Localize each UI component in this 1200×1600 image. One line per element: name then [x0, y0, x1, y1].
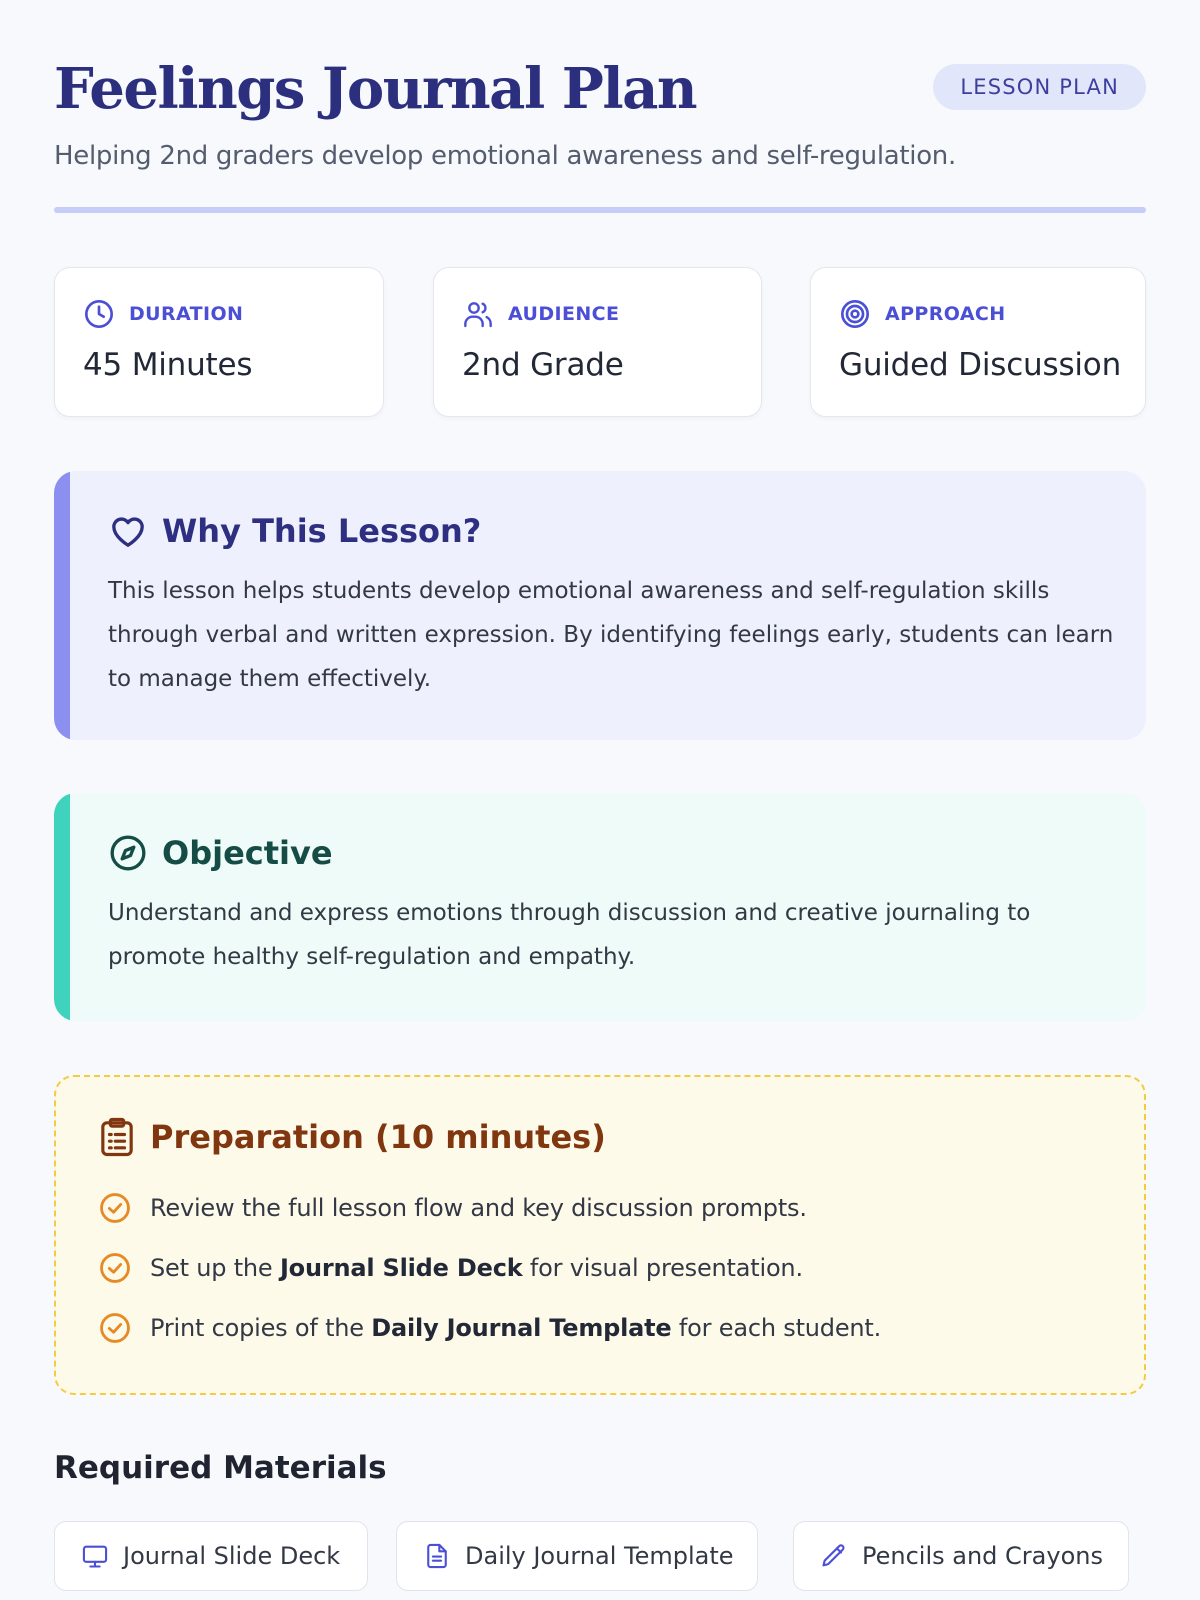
check-circle-icon — [98, 1311, 132, 1345]
objective-body: Understand and express emotions through discussion and creative journaling to promote healthy self-regulation and empathy. — [108, 900, 1031, 970]
compass-icon — [108, 833, 148, 873]
page-subtitle: Helping 2nd graders develop emotional awareness and self-regulation. — [54, 141, 956, 171]
duration-label: DURATION — [129, 303, 244, 325]
audience-label: AUDIENCE — [508, 303, 620, 325]
duration-value: 45 Minutes — [83, 347, 253, 383]
approach-label: APPROACH — [885, 303, 1006, 325]
pencil-icon — [820, 1542, 848, 1570]
materials-title: Required Materials — [54, 1450, 387, 1486]
approach-card — [810, 267, 1146, 417]
audience-value: 2nd Grade — [462, 347, 624, 383]
lesson-plan-badge: LESSON PLAN — [933, 64, 1146, 110]
lesson-plan-page — [54, 0, 1146, 1600]
heart-icon — [108, 511, 148, 551]
material-daily-journal-template — [396, 1521, 758, 1591]
check-circle-icon — [98, 1251, 132, 1285]
audience-card — [433, 267, 762, 417]
prep-item-text: Set up the Journal Slide Deck for visual presentation. — [150, 1254, 803, 1282]
preparation-section — [54, 1075, 1146, 1395]
prep-item — [98, 1251, 803, 1285]
why-lesson-section — [54, 471, 1146, 740]
document-icon — [423, 1542, 451, 1570]
preparation-title: Preparation (10 minutes) — [150, 1118, 606, 1156]
objective-accent-bar — [54, 793, 70, 1021]
target-icon — [839, 298, 871, 330]
approach-value: Guided Discussion — [839, 347, 1122, 383]
page-title: Feelings Journal Plan — [54, 56, 697, 122]
why-title: Why This Lesson? — [162, 512, 482, 550]
prep-item — [98, 1311, 881, 1345]
clock-icon — [83, 298, 115, 330]
prep-item-text: Review the full lesson flow and key discussion prompts. — [150, 1194, 807, 1222]
material-label: Journal Slide Deck — [123, 1542, 341, 1570]
prep-item-text: Print copies of the Daily Journal Template for each student. — [150, 1314, 882, 1342]
material-label: Pencils and Crayons — [862, 1542, 1103, 1570]
objective-section — [54, 793, 1146, 1021]
header-divider — [54, 207, 1146, 213]
clipboard-icon — [98, 1117, 136, 1157]
check-circle-icon — [98, 1191, 132, 1225]
why-body: This lesson helps students develop emotional awareness and self-regulation skills through verbal and written expression. By identifying feelings early, students can learn to manage them effectively. — [108, 578, 1114, 692]
material-label: Daily Journal Template — [465, 1542, 734, 1570]
prep-item — [98, 1191, 807, 1225]
material-pencils-and-crayons — [793, 1521, 1129, 1591]
objective-title: Objective — [162, 834, 333, 872]
monitor-icon — [81, 1542, 109, 1570]
why-accent-bar — [54, 471, 70, 740]
material-journal-slide-deck — [54, 1521, 368, 1591]
duration-card — [54, 267, 384, 417]
users-icon — [462, 298, 494, 330]
